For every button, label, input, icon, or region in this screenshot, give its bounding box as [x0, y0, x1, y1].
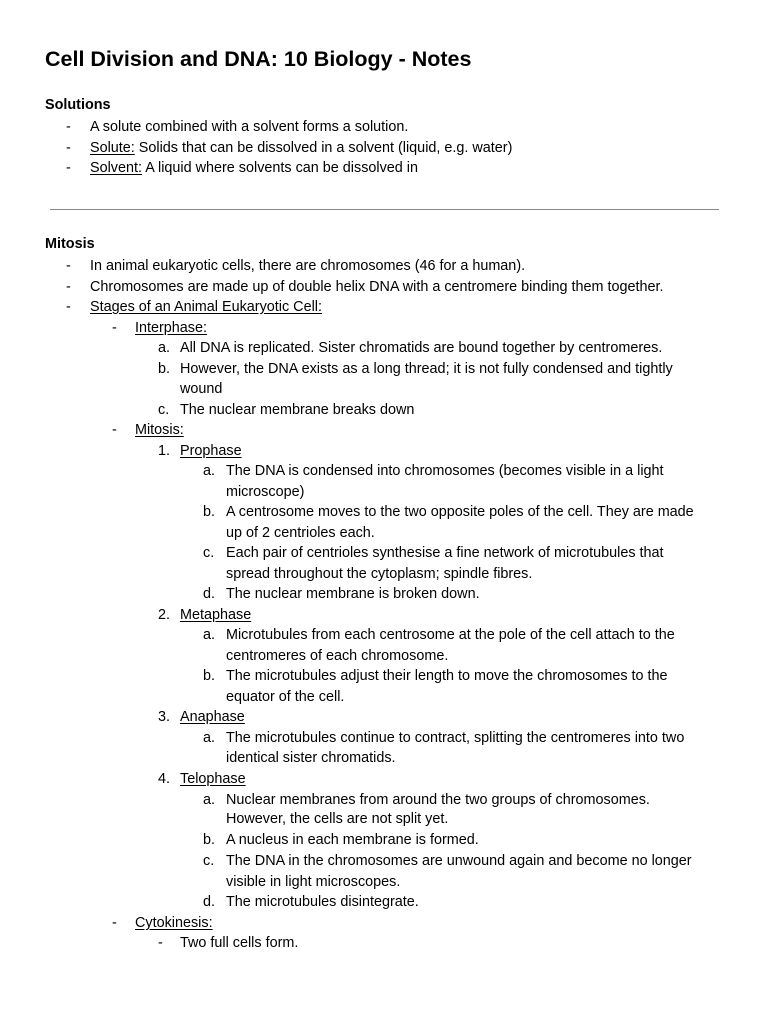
- bullet-marker: -: [112, 915, 117, 931]
- bullet-body: A liquid where solvents can be dissolved in: [142, 160, 418, 176]
- list-item-text: The microtubules adjust their length to move the chromosomes to the: [226, 668, 668, 684]
- bullet-marker: -: [66, 160, 71, 176]
- bullet-text: Chromosomes are made up of double helix DNA with a centromere binding them together.: [90, 279, 664, 295]
- bullet-marker: -: [66, 119, 71, 135]
- bullet-marker: -: [66, 140, 71, 156]
- list-item-text: The microtubules continue to contract, splitting the centromeres into two: [226, 730, 685, 746]
- list-marker: a.: [203, 627, 216, 643]
- list-marker: a.: [203, 730, 216, 746]
- list-item-text: However, the cells are not split yet.: [226, 811, 449, 827]
- bullet-text: In animal eukaryotic cells, there are chromosomes (46 for a human).: [90, 258, 526, 274]
- list-item-text: However, the DNA exists as a long thread; it is not fully condensed and tightly: [180, 361, 673, 377]
- list-item-text: equator of the cell.: [226, 689, 345, 705]
- list-item-text: Two full cells form.: [180, 935, 299, 951]
- list-item-text: visible in light microscopes.: [226, 874, 401, 890]
- list-marker: b.: [203, 668, 216, 684]
- list-item-text: up of 2 centrioles each.: [226, 525, 375, 541]
- bullet-marker: -: [66, 258, 71, 274]
- page-title: Cell Division and DNA: 10 Biology - Notes: [45, 47, 472, 71]
- phase-number: 2.: [158, 607, 171, 623]
- list-marker: c.: [203, 853, 215, 869]
- list-marker: a.: [158, 340, 171, 356]
- list-marker: a.: [203, 463, 216, 479]
- phase-label-anaphase: Anaphase: [180, 709, 245, 725]
- list-marker: b.: [203, 832, 216, 848]
- bullet-body: Solids that can be dissolved in a solvent (liquid, e.g. water): [134, 140, 513, 156]
- phase-number: 1.: [158, 443, 171, 459]
- bullet-body: A solute combined with a solvent forms a solution.: [90, 119, 409, 135]
- list-item-text: The nuclear membrane breaks down: [180, 402, 415, 418]
- bullet-marker: -: [112, 320, 117, 336]
- list-item-text: A nucleus in each membrane is formed.: [226, 832, 479, 848]
- phase-label-prophase: Prophase: [180, 443, 242, 459]
- list-marker: d.: [203, 586, 216, 602]
- list-item-text: A centrosome moves to the two opposite poles of the cell. They are made: [226, 504, 694, 520]
- list-marker: d.: [203, 894, 216, 910]
- list-item-text: The nuclear membrane is broken down.: [226, 586, 480, 602]
- term-solvent: Solvent:: [90, 160, 142, 176]
- list-marker: c.: [158, 402, 170, 418]
- term-solute: Solute:: [90, 140, 135, 156]
- stages-heading: Stages of an Animal Eukaryotic Cell:: [90, 299, 322, 315]
- list-item-text: Each pair of centrioles synthesise a fine network of microtubules that: [226, 545, 664, 561]
- list-item-text: spread throughout the cytoplasm; spindle fibres.: [226, 566, 533, 582]
- phase-number: 3.: [158, 709, 171, 725]
- bullet-text: [90, 138, 512, 159]
- list-marker: a.: [203, 792, 216, 808]
- phase-number: 4.: [158, 771, 171, 787]
- horizontal-divider: [50, 209, 719, 210]
- bullet-marker: -: [66, 299, 71, 315]
- bullet-text: [90, 117, 408, 138]
- section-heading-mitosis: Mitosis: [45, 236, 95, 252]
- stage-label-cytokinesis: Cytokinesis:: [135, 915, 213, 931]
- list-item-text: microscope): [226, 484, 305, 500]
- list-marker: b.: [158, 361, 171, 377]
- list-item-text: Nuclear membranes from around the two groups of chromosomes.: [226, 792, 650, 808]
- section-heading-solutions: Solutions: [45, 97, 111, 113]
- list-item-text: The DNA is condensed into chromosomes (becomes visible in a light: [226, 463, 664, 479]
- bullet-marker: -: [66, 279, 71, 295]
- list-item-text: wound: [180, 381, 223, 397]
- stage-label-mitosis: Mitosis:: [135, 422, 184, 438]
- list-marker: b.: [203, 504, 216, 520]
- list-item-text: The DNA in the chromosomes are unwound again and become no longer: [226, 853, 692, 869]
- phase-label-telophase: Telophase: [180, 771, 246, 787]
- bullet-text: [90, 158, 418, 179]
- list-item-text: identical sister chromatids.: [226, 750, 396, 766]
- list-marker: c.: [203, 545, 215, 561]
- phase-label-metaphase: Metaphase: [180, 607, 252, 623]
- list-item-text: centromeres of each chromosome.: [226, 648, 449, 664]
- list-item-text: The microtubules disintegrate.: [226, 894, 419, 910]
- list-item-text: All DNA is replicated. Sister chromatids are bound together by centromeres.: [180, 340, 663, 356]
- bullet-marker: -: [112, 422, 117, 438]
- bullet-marker: -: [158, 935, 163, 951]
- stage-label-interphase: Interphase:: [135, 320, 208, 336]
- list-item-text: Microtubules from each centrosome at the pole of the cell attach to the: [226, 627, 675, 643]
